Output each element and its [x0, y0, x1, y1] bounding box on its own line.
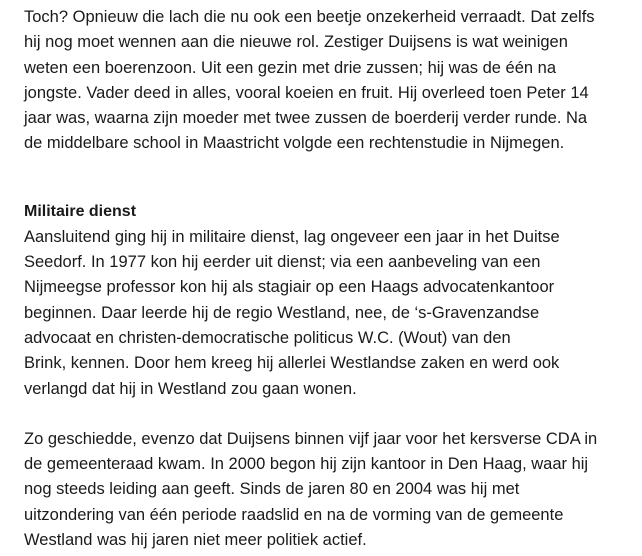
text-line: Toch? Opnieuw die lach die nu ook een beetje onzekerheid verraadt. Dat zelfs — [24, 8, 595, 26]
text-line: uitzondering van één periode raadslid en na de vorming van de gemeente — [24, 505, 564, 524]
text-line: beginnen. Daar leerde hij de regio Westland, nee, de ‘s-Gravenzandse — [24, 303, 540, 322]
text-line: Aansluitend ging hij in militaire dienst, lag ongeveer een jaar in het Duitse — [24, 227, 560, 246]
text-line: Brink, kennen. Door hem kreeg hij allerlei Westlandse zaken en werd ook — [24, 354, 560, 373]
text-line: verlangd dat hij in Westland zou gaan wonen. — [24, 379, 357, 398]
text-line: Nijmeegse professor kon hij als stagiair op een Haags advocatenkantoor — [24, 278, 555, 297]
section-heading: Militaire dienst — [24, 202, 137, 220]
text-line: jaar was, waarna zijn moeder met twee zussen de boerderij verder runde. Na — [24, 109, 588, 128]
paragraph-intro — [24, 5, 624, 157]
text-line: hij nog moet wennen aan die nieuwe rol. Zestiger Duijsens is wat weinigen — [24, 33, 568, 52]
text-line: de middelbare school in Maastricht volgde een rechtenstudie in Nijmegen. — [24, 134, 565, 153]
paragraph-politics — [24, 427, 624, 553]
text-line: Seedorf. In 1977 kon hij eerder uit dienst; via een aanbeveling van een — [24, 253, 541, 272]
article-body — [24, 5, 624, 553]
text-line: nog steeds leiding aan geeft. Sinds de jaren 80 en 2004 was hij met — [24, 480, 520, 499]
text-line: Zo geschiedde, evenzo dat Duijsens binnen vijf jaar voor het kersverse CDA in — [24, 429, 598, 448]
text-line: advocaat en christen-democratische politicus W.C. (Wout) van den — [24, 328, 511, 347]
text-line: Westland was hij jaren niet meer politiek actief. — [24, 531, 367, 550]
text-line: jongste. Vader deed in alles, vooral koeien en fruit. Hij overleed toen Peter 14 — [24, 83, 589, 102]
text-line: de gemeenteraad kwam. In 2000 begon hij zijn kantoor in Den Haag, waar hij — [24, 455, 589, 474]
paragraph-military-service — [24, 225, 624, 402]
text-line: weten een boerenzoon. Uit een gezin met drie zussen; hij was de één na — [24, 58, 557, 77]
